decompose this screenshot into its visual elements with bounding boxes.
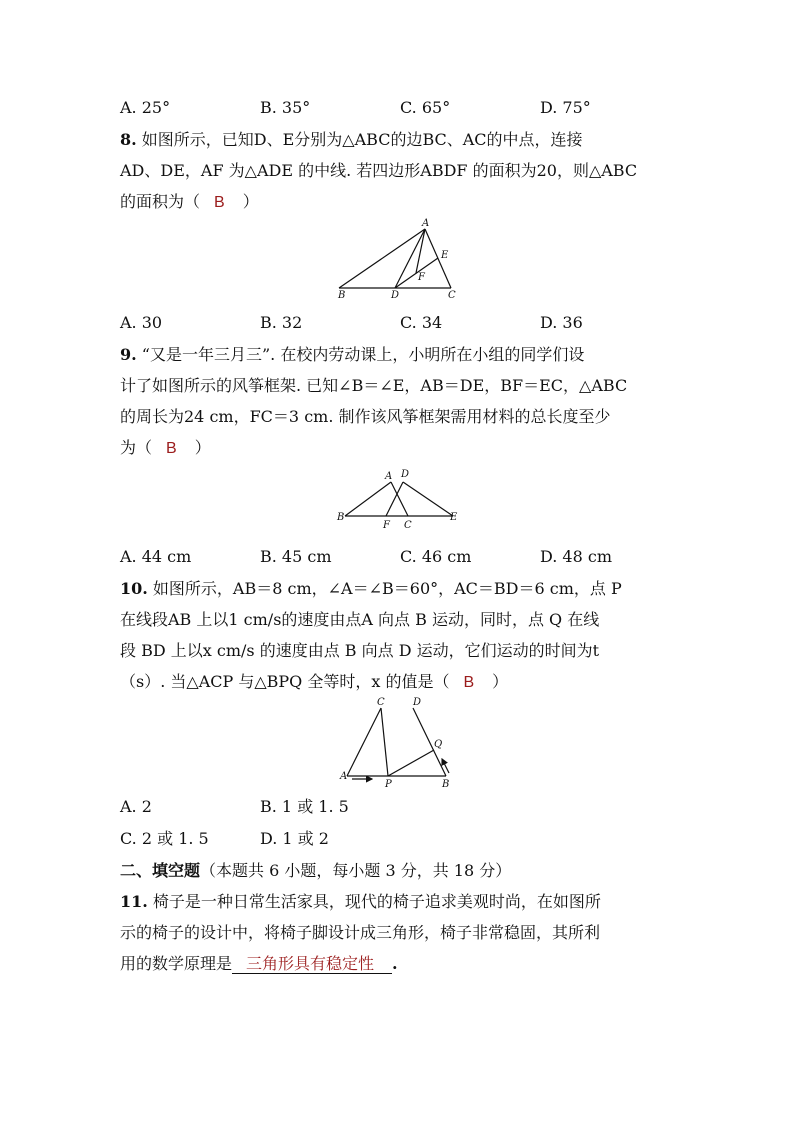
q10-label-c: C bbox=[377, 697, 385, 708]
q10-label-a: A bbox=[340, 771, 348, 782]
q8-answer: B bbox=[214, 194, 225, 211]
q10-label-b: B bbox=[442, 779, 450, 790]
q8-label-c: C bbox=[448, 290, 456, 301]
q8-options bbox=[120, 307, 680, 339]
q7-option-a: A. 25° bbox=[120, 98, 171, 117]
q10-line-2: 在线段AB 上以1 cm/s的速度由点A 向点 B 运动，同时，点 Q 在线 bbox=[120, 610, 600, 629]
q7-option-d: D. 75° bbox=[540, 98, 591, 117]
q9-label-a: A bbox=[385, 471, 393, 482]
q10-number: 10. bbox=[120, 579, 148, 598]
worksheet-page bbox=[120, 92, 680, 979]
q10-options-row-2 bbox=[120, 823, 680, 855]
q8-label-e: E bbox=[441, 250, 449, 261]
q8-triangle-figure bbox=[120, 217, 680, 307]
q9-kite-frame-figure bbox=[120, 463, 680, 541]
q8-line-3: 的面积为（ B ） bbox=[120, 192, 259, 211]
q8-label-f: F bbox=[418, 272, 425, 283]
q10-option-b: B. 1 或 1. 5 bbox=[260, 797, 349, 816]
q9-line-1: 9. “又是一年三月三”. 在校内劳动课上，小明所在小组的同学们设 bbox=[120, 345, 585, 364]
q9-options bbox=[120, 541, 680, 573]
q11-line-3: 用的数学原理是 三角形具有稳定性 . bbox=[120, 954, 398, 973]
q9-label-c: C bbox=[404, 520, 412, 531]
q9-label-b: B bbox=[337, 512, 345, 523]
q9-line-2: 计了如图所示的风筝框架. 已知∠B＝∠E，AB＝DE，BF＝EC，△ABC bbox=[120, 376, 628, 395]
q10-line-4: （s）. 当△ACP 与△BPQ 全等时，x 的值是（ B ） bbox=[120, 672, 509, 691]
q9-answer: B bbox=[166, 440, 177, 457]
q8-option-a: A. 30 bbox=[120, 313, 163, 332]
q10-label-d: D bbox=[413, 697, 422, 708]
q9-option-a: A. 44 cm bbox=[120, 547, 192, 566]
q8-option-c: C. 34 bbox=[400, 313, 443, 332]
q9-label-f: F bbox=[383, 520, 390, 531]
q9-option-b: B. 45 cm bbox=[260, 547, 332, 566]
q9-option-c: C. 46 cm bbox=[400, 547, 472, 566]
q10-label-q: Q bbox=[434, 739, 443, 750]
q10-moving-points-figure bbox=[120, 697, 680, 791]
q10-label-p: P bbox=[385, 779, 392, 790]
q9-option-d: D. 48 cm bbox=[540, 547, 613, 566]
q9-line-3: 的周长为24 cm，FC＝3 cm. 制作该风筝框架需用材料的总长度至少 bbox=[120, 407, 611, 426]
q11-line-1: 11. 椅子是一种日常生活家具，现代的椅子追求美观时尚，在如图所 bbox=[120, 892, 601, 911]
q8-label-a: A bbox=[422, 218, 430, 229]
section-2-heading: 二、填空题（本题共 6 小题，每小题 3 分，共 18 分） bbox=[120, 861, 512, 880]
q7-options bbox=[120, 92, 680, 124]
q10-option-a: A. 2 bbox=[120, 797, 152, 816]
q8-label-d: D bbox=[391, 290, 400, 301]
q8-line-1: 8. 如图所示，已知D、E分别为△ABC的边BC、AC的中点，连接 bbox=[120, 130, 583, 149]
q8-option-d: D. 36 bbox=[540, 313, 583, 332]
q11-answer-blank: 三角形具有稳定性 bbox=[232, 954, 392, 974]
q8-option-b: B. 32 bbox=[260, 313, 303, 332]
q10-answer: B bbox=[463, 674, 475, 691]
q9-label-d: D bbox=[401, 469, 410, 480]
q7-option-c: C. 65° bbox=[400, 98, 451, 117]
q7-option-b: B. 35° bbox=[260, 98, 311, 117]
q9-line-4: 为（ B ） bbox=[120, 438, 211, 457]
q11-number: 11. bbox=[120, 892, 148, 911]
q8-line-2: AD、DE，AF 为△ADE 的中线. 若四边形ABDF 的面积为20，则△ABC bbox=[120, 161, 638, 180]
q10-line-3: 段 BD 上以x cm/s 的速度由点 B 向点 D 运动，它们运动的时间为t bbox=[120, 641, 600, 660]
q10-option-d: D. 1 或 2 bbox=[260, 829, 329, 848]
q11-line-2: 示的椅子的设计中，将椅子脚设计成三角形，椅子非常稳固，其所利 bbox=[120, 923, 601, 942]
q9-label-e: E bbox=[450, 512, 458, 523]
q9-number: 9. bbox=[120, 345, 137, 364]
q8-label-b: B bbox=[338, 290, 346, 301]
q8-number: 8. bbox=[120, 130, 137, 149]
q10-options-row-1 bbox=[120, 791, 680, 823]
q10-line-1: 10. 如图所示，AB＝8 cm，∠A＝∠B＝60°，AC＝BD＝6 cm，点 P bbox=[120, 579, 622, 598]
q10-option-c: C. 2 或 1. 5 bbox=[120, 829, 209, 848]
